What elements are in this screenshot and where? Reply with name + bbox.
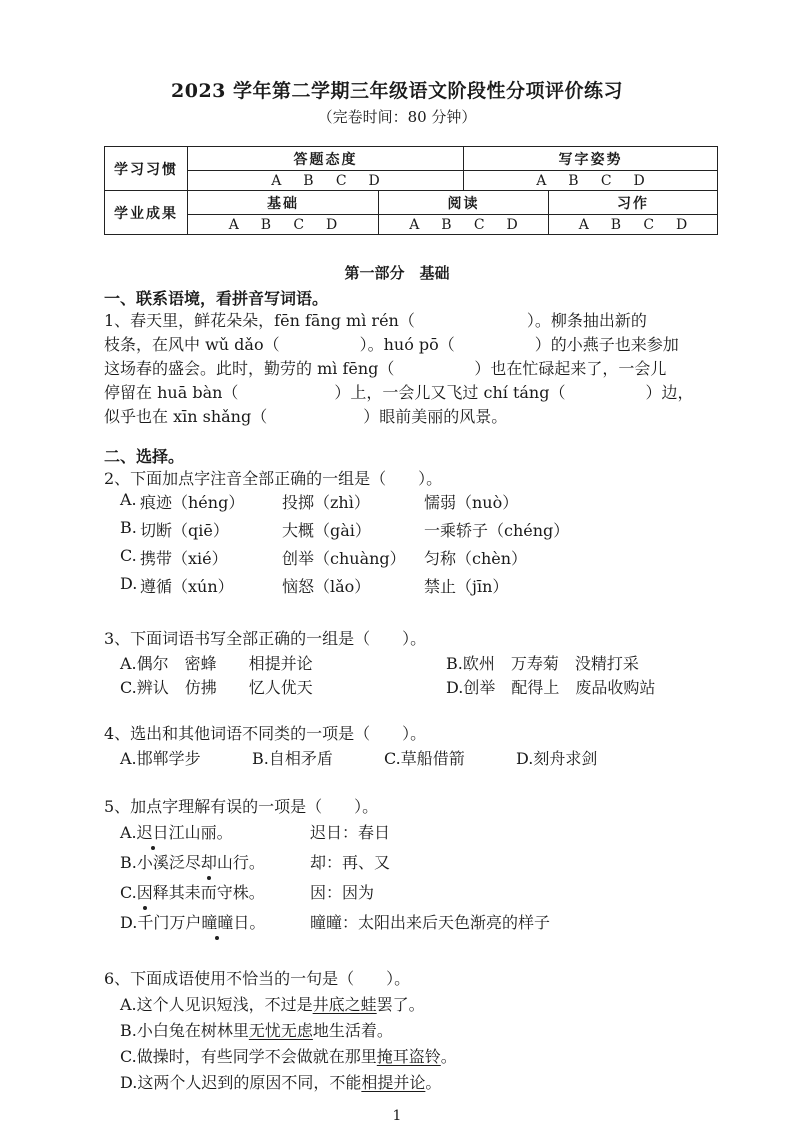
study-habits-label: 学习习惯 bbox=[105, 147, 188, 191]
q5-option-a-explanation: 迟日：春日 bbox=[310, 823, 391, 842]
reading-header: 阅读 bbox=[379, 191, 549, 215]
q2-stem: 2、下面加点字注音全部正确的一组是（ ）。 bbox=[104, 469, 443, 488]
q5-option-b: B.小溪泛尽却山行。 bbox=[120, 850, 265, 873]
q4-option-a: A.邯郸学步 bbox=[120, 749, 201, 768]
q2-option-b-2: 大概（gài） bbox=[282, 521, 371, 540]
q2-option-c-3: 匀称（chèn） bbox=[424, 549, 528, 568]
q2-option-a-3: 懦弱（nuò） bbox=[424, 493, 519, 512]
q2-option-d-label: D. bbox=[120, 574, 138, 593]
posture-grade-options: ABCD bbox=[463, 171, 717, 191]
answer-attitude-header: 答题态度 bbox=[188, 147, 464, 171]
exam-duration: （完卷时间：80 分钟） bbox=[317, 108, 477, 126]
evaluation-table bbox=[104, 146, 718, 235]
q3-option-a: A.偶尔 密蜂 相提并论 bbox=[120, 654, 313, 673]
page-number: 1 bbox=[392, 1108, 402, 1124]
q1-heading: 一、联系语境，看拼音写词语。 bbox=[104, 289, 329, 308]
q1-line-3: 这场春的盛会。此时，勤劳的 mì fēng（ ）也在忙碌起来了，一会儿 bbox=[104, 359, 667, 378]
q2-option-a-2: 投掷（zhì） bbox=[282, 493, 370, 512]
q5-option-d-explanation: 曈曈：太阳出来后天色渐亮的样子 bbox=[310, 913, 551, 932]
writing-posture-header: 写字姿势 bbox=[463, 147, 717, 171]
basics-header: 基础 bbox=[188, 191, 379, 215]
q6-option-a: A.这个人见识短浅，不过是井底之蛙罢了。 bbox=[120, 995, 425, 1014]
q1-line-2: 枝条，在风中 wǔ dǎo（ ）。huó pō（ ）的小燕子也来参加 bbox=[104, 335, 679, 354]
section-two-heading: 二、选择。 bbox=[104, 447, 185, 466]
exam-title: 2023 学年第二学期三年级语文阶段性分项评价练习 bbox=[171, 80, 623, 102]
q2-option-c-2: 创举（chuàng） bbox=[282, 549, 406, 568]
q2-option-a-label: A. bbox=[120, 490, 137, 509]
q3-option-c: C.辨认 仿拂 忆人优天 bbox=[120, 678, 313, 697]
q2-option-d-2: 恼怒（lǎo） bbox=[282, 577, 371, 596]
q2-option-b-label: B. bbox=[120, 518, 137, 537]
q6-option-b: B.小白兔在树林里无忧无虑地生活着。 bbox=[120, 1021, 393, 1040]
q6-option-c: C.做操时，有些同学不会做就在那里掩耳盗铃。 bbox=[120, 1047, 457, 1066]
composition-grade-options: ABCD bbox=[549, 215, 718, 235]
q4-stem: 4、选出和其他词语不同类的一项是（ ）。 bbox=[104, 724, 427, 743]
q5-option-c: C.因释其耒而守株。 bbox=[120, 880, 265, 903]
academic-results-label: 学业成果 bbox=[105, 191, 188, 235]
q2-option-d-1: 遵循（xún） bbox=[140, 577, 234, 596]
basics-grade-options: ABCD bbox=[188, 215, 379, 235]
q5-option-d: D.千门万户曈曈日。 bbox=[120, 910, 265, 933]
q2-option-c-1: 携带（xié） bbox=[140, 549, 228, 568]
q2-option-d-3: 禁止（jīn） bbox=[424, 577, 509, 596]
q4-option-c: C.草船借箭 bbox=[384, 749, 465, 768]
q4-option-d: D.刻舟求剑 bbox=[516, 749, 598, 768]
q1-line-5: 似乎也在 xīn shǎng（ ）眼前美丽的风景。 bbox=[104, 407, 508, 426]
q6-option-d: D.这两个人迟到的原因不同，不能相提并论。 bbox=[120, 1073, 442, 1092]
q2-option-b-3: 一乘轿子（chéng） bbox=[424, 521, 570, 540]
q3-option-b: B.欧州 万寿菊 没精打采 bbox=[446, 654, 639, 673]
q2-option-b-1: 切断（qiē） bbox=[140, 521, 229, 540]
q1-line-1: 1、春天里，鲜花朵朵，fēn fāng mì rén（ ）。柳条抽出新的 bbox=[104, 311, 647, 330]
q2-option-a-1: 痕迹（héng） bbox=[140, 493, 245, 512]
reading-grade-options: ABCD bbox=[379, 215, 549, 235]
q5-option-a: A.迟日江山丽。 bbox=[120, 820, 233, 843]
q1-line-4: 停留在 huā bàn（ ）上，一会儿又飞过 chí táng（ ）边， bbox=[104, 383, 694, 402]
composition-header: 习作 bbox=[549, 191, 718, 215]
q5-stem: 5、加点字理解有误的一项是（ ）。 bbox=[104, 797, 379, 816]
part-one-title: 第一部分 基础 bbox=[344, 264, 450, 282]
q5-option-b-explanation: 却：再、又 bbox=[310, 853, 391, 872]
q4-option-b: B.自相矛盾 bbox=[252, 749, 333, 768]
q2-option-c-label: C. bbox=[120, 546, 137, 565]
attitude-grade-options: ABCD bbox=[188, 171, 464, 191]
q5-option-c-explanation: 因：因为 bbox=[310, 883, 375, 902]
q6-stem: 6、下面成语使用不恰当的一句是（ ）。 bbox=[104, 969, 411, 988]
q3-stem: 3、下面词语书写全部正确的一组是（ ）。 bbox=[104, 629, 427, 648]
q3-option-d: D.创举 配得上 废品收购站 bbox=[446, 678, 656, 697]
